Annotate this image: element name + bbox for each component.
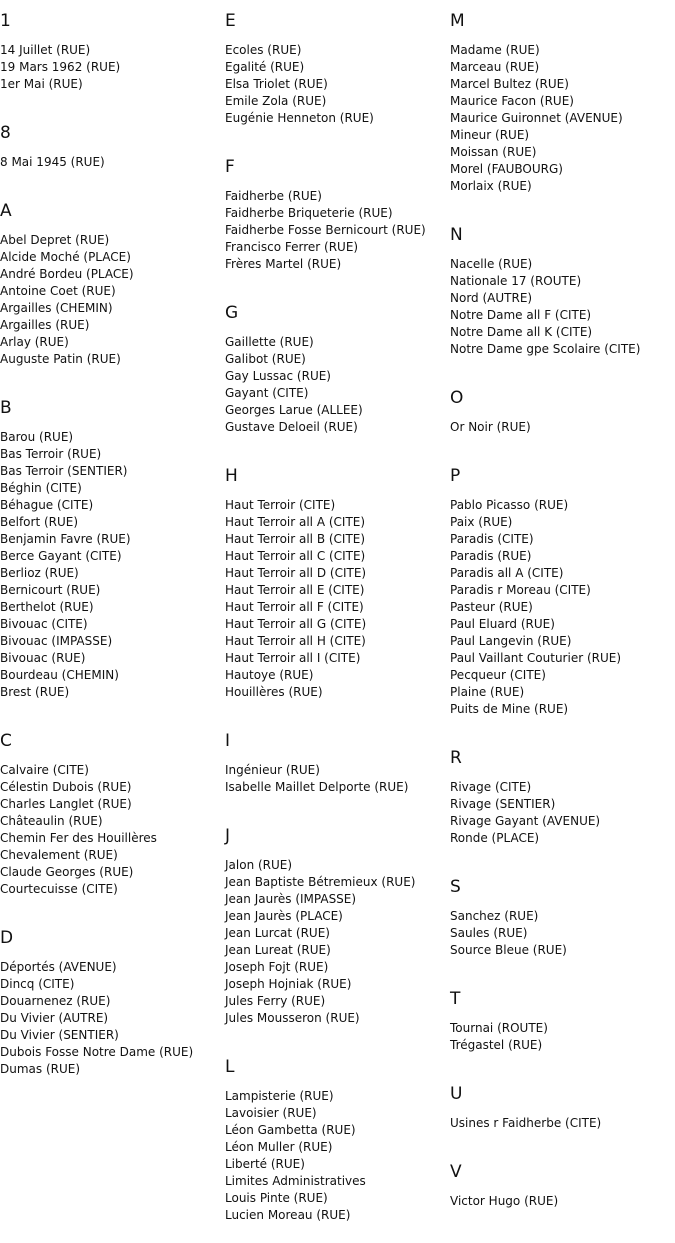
section-letter-heading: R xyxy=(450,748,462,768)
section-letter-heading: N xyxy=(450,225,463,245)
street-link[interactable]: Léon Muller (RUE) xyxy=(225,1140,333,1154)
street-link[interactable]: Gayant (CITE) xyxy=(225,386,309,400)
street-list xyxy=(225,188,450,292)
street-link[interactable]: Paix (RUE) xyxy=(450,515,513,529)
street-link[interactable]: Lavoisier (RUE) xyxy=(225,1106,317,1120)
section-letter-heading: E xyxy=(225,11,236,31)
street-link[interactable]: Léon Gambetta (RUE) xyxy=(225,1123,356,1137)
street-link[interactable]: Alcide Moché (PLACE) xyxy=(0,250,131,264)
street-list xyxy=(225,1088,450,1243)
street-link[interactable]: Haut Terroir all B (CITE) xyxy=(225,532,366,546)
street-list xyxy=(225,42,450,146)
street-link[interactable]: Nord (AUTRE) xyxy=(450,291,533,305)
street-link[interactable]: Jules Ferry (RUE) xyxy=(225,994,326,1008)
street-link[interactable]: Elsa Triolet (RUE) xyxy=(225,77,328,91)
street-link[interactable]: Lucien Moreau (RUE) xyxy=(225,1208,351,1222)
letter-section xyxy=(0,190,225,387)
section-letter-heading: 1 xyxy=(0,11,11,31)
street-link[interactable]: Paul Vaillant Couturier (RUE) xyxy=(450,651,622,665)
street-link[interactable]: Paradis r Moreau (CITE) xyxy=(450,583,591,597)
street-list xyxy=(450,779,675,866)
street-link[interactable]: Hautoye (RUE) xyxy=(225,668,314,682)
street-link[interactable]: Egalité (RUE) xyxy=(225,60,305,74)
street-link[interactable]: Usines r Faidherbe (CITE) xyxy=(450,1116,602,1130)
street-link[interactable]: Pasteur (RUE) xyxy=(450,600,533,614)
street-link[interactable]: Bourdeau (CHEMIN) xyxy=(0,668,119,682)
street-link[interactable]: Béghin (CITE) xyxy=(0,481,82,495)
street-link[interactable]: Marcel Bultez (RUE) xyxy=(450,77,569,91)
section-letter-heading: G xyxy=(225,303,239,323)
section-letter-heading: C xyxy=(0,731,12,751)
street-link[interactable]: Ronde (PLACE) xyxy=(450,831,540,845)
street-link[interactable]: Bivouac (RUE) xyxy=(0,651,86,665)
street-link[interactable]: Paradis (RUE) xyxy=(450,549,532,563)
street-link[interactable]: Haut Terroir all D (CITE) xyxy=(225,566,367,580)
street-link[interactable]: Berthelot (RUE) xyxy=(0,600,94,614)
street-link[interactable]: Jean Jaurès (IMPASSE) xyxy=(225,892,357,906)
street-link[interactable]: Louis Pinte (RUE) xyxy=(225,1191,328,1205)
street-list xyxy=(450,1020,675,1073)
street-index-column-3 xyxy=(450,0,675,1229)
street-list xyxy=(450,1193,675,1229)
street-link[interactable]: Faidherbe (RUE) xyxy=(225,189,322,203)
street-link[interactable]: Benjamin Favre (RUE) xyxy=(0,532,131,546)
street-link[interactable]: Chevalement (RUE) xyxy=(0,848,118,862)
section-letter-heading: T xyxy=(450,989,461,1009)
street-link[interactable]: Paul Langevin (RUE) xyxy=(450,634,572,648)
street-link[interactable]: Argailles (CHEMIN) xyxy=(0,301,113,315)
letter-section xyxy=(450,214,675,377)
street-link[interactable]: Liberté (RUE) xyxy=(225,1157,305,1171)
street-link[interactable]: Jean Jaurès (PLACE) xyxy=(225,909,343,923)
section-letter-heading: L xyxy=(225,1057,235,1077)
street-link[interactable]: Béhague (CITE) xyxy=(0,498,94,512)
street-list xyxy=(0,762,225,917)
street-link[interactable]: Bas Terroir (SENTIER) xyxy=(0,464,128,478)
street-link[interactable]: Gay Lussac (RUE) xyxy=(225,369,331,383)
letter-section xyxy=(0,917,225,1097)
street-list xyxy=(225,497,450,720)
letter-section xyxy=(450,1151,675,1229)
street-index-column-2 xyxy=(225,0,450,1243)
street-link[interactable]: Morel (FAUBOURG) xyxy=(450,162,563,176)
section-letter-heading: P xyxy=(450,466,461,486)
street-link[interactable]: Argailles (RUE) xyxy=(0,318,90,332)
street-list xyxy=(450,908,675,978)
street-link[interactable]: Berlioz (RUE) xyxy=(0,566,79,580)
street-link[interactable]: Joseph Hojniak (RUE) xyxy=(225,977,352,991)
section-letter-heading: U xyxy=(450,1084,463,1104)
street-link[interactable]: Courtecuisse (CITE) xyxy=(0,882,118,896)
street-index-column-1 xyxy=(0,0,225,1097)
street-list xyxy=(450,42,675,214)
street-link[interactable]: Morlaix (RUE) xyxy=(450,179,532,193)
street-link[interactable]: Notre Dame all K (CITE) xyxy=(450,325,593,339)
street-link[interactable]: Paul Eluard (RUE) xyxy=(450,617,555,631)
street-link[interactable]: Célestin Dubois (RUE) xyxy=(0,780,132,794)
section-letter-heading: M xyxy=(450,11,465,31)
section-letter-heading: F xyxy=(225,157,235,177)
street-link[interactable]: Haut Terroir all E (CITE) xyxy=(225,583,365,597)
letter-section xyxy=(0,0,225,112)
letter-section xyxy=(450,978,675,1073)
street-link[interactable]: Puits de Mine (RUE) xyxy=(450,702,569,716)
street-link[interactable]: Notre Dame gpe Scolaire (CITE) xyxy=(450,342,641,356)
section-letter-heading: V xyxy=(450,1162,462,1182)
section-letter-heading: B xyxy=(0,398,12,418)
street-link[interactable]: Du Vivier (AUTRE) xyxy=(0,1011,109,1025)
street-link[interactable]: Haut Terroir all G (CITE) xyxy=(225,617,367,631)
street-link[interactable]: Bas Terroir (RUE) xyxy=(0,447,102,461)
street-link[interactable]: Faidherbe Briqueterie (RUE) xyxy=(225,206,393,220)
street-link[interactable]: Paradis (CITE) xyxy=(450,532,534,546)
street-list xyxy=(0,959,225,1097)
street-link[interactable]: Ingénieur (RUE) xyxy=(225,763,320,777)
street-link[interactable]: Francisco Ferrer (RUE) xyxy=(225,240,359,254)
street-link[interactable]: 1er Mai (RUE) xyxy=(0,77,83,91)
street-link[interactable]: Du Vivier (SENTIER) xyxy=(0,1028,119,1042)
street-link[interactable]: Calvaire (CITE) xyxy=(0,763,89,777)
street-link[interactable]: Mineur (RUE) xyxy=(450,128,530,142)
section-letter-heading: H xyxy=(225,466,238,486)
street-link[interactable]: Douarnenez (RUE) xyxy=(0,994,111,1008)
letter-section xyxy=(225,146,450,292)
letter-section xyxy=(0,387,225,720)
letter-section xyxy=(225,0,450,146)
street-link[interactable]: Barou (RUE) xyxy=(0,430,74,444)
street-link[interactable]: Moissan (RUE) xyxy=(450,145,537,159)
street-list xyxy=(0,42,225,112)
street-list xyxy=(450,1115,675,1151)
letter-section xyxy=(225,1046,450,1243)
street-list xyxy=(225,334,450,455)
street-list xyxy=(225,762,450,815)
street-link[interactable]: 8 Mai 1945 (RUE) xyxy=(0,155,105,169)
street-link[interactable]: Haut Terroir all C (CITE) xyxy=(225,549,366,563)
section-letter-heading: I xyxy=(225,731,231,751)
street-link[interactable]: Georges Larue (ALLEE) xyxy=(225,403,363,417)
street-list xyxy=(0,232,225,387)
street-link[interactable]: Jean Baptiste Bétremieux (RUE) xyxy=(225,875,416,889)
street-link[interactable]: Abel Depret (RUE) xyxy=(0,233,110,247)
street-list xyxy=(450,256,675,377)
letter-section xyxy=(225,720,450,815)
letter-section xyxy=(0,720,225,917)
street-link[interactable]: Eugénie Henneton (RUE) xyxy=(225,111,374,125)
street-link[interactable]: Haut Terroir all F (CITE) xyxy=(225,600,364,614)
letter-section xyxy=(450,1073,675,1151)
letter-section xyxy=(450,377,675,455)
street-link[interactable]: Pablo Picasso (RUE) xyxy=(450,498,569,512)
street-link[interactable]: Gaillette (RUE) xyxy=(225,335,314,349)
street-link[interactable]: Bivouac (CITE) xyxy=(0,617,88,631)
street-link[interactable]: Trégastel (RUE) xyxy=(450,1038,543,1052)
street-link[interactable]: Source Bleue (RUE) xyxy=(450,943,567,957)
street-link[interactable]: Plaine (RUE) xyxy=(450,685,525,699)
section-letter-heading: 8 xyxy=(0,123,11,143)
street-link[interactable]: Arlay (RUE) xyxy=(0,335,69,349)
street-link[interactable]: Dincq (CITE) xyxy=(0,977,75,991)
street-link[interactable]: Rivage Gayant (AVENUE) xyxy=(450,814,601,828)
street-link[interactable]: Haut Terroir all I (CITE) xyxy=(225,651,361,665)
street-link[interactable]: Notre Dame all F (CITE) xyxy=(450,308,592,322)
street-link[interactable]: Galibot (RUE) xyxy=(225,352,306,366)
street-link[interactable]: Frères Martel (RUE) xyxy=(225,257,342,271)
section-letter-heading: J xyxy=(225,826,231,846)
street-link[interactable]: 19 Mars 1962 (RUE) xyxy=(0,60,121,74)
street-link[interactable]: Maurice Facon (RUE) xyxy=(450,94,574,108)
letter-section xyxy=(450,737,675,866)
street-link[interactable]: Charles Langlet (RUE) xyxy=(0,797,132,811)
street-link[interactable]: Pecqueur (CITE) xyxy=(450,668,546,682)
letter-section xyxy=(225,455,450,720)
street-list xyxy=(225,857,450,1046)
street-link[interactable]: Nationale 17 (ROUTE) xyxy=(450,274,582,288)
street-link[interactable]: Jean Lurcat (RUE) xyxy=(225,926,330,940)
street-link[interactable]: Victor Hugo (RUE) xyxy=(450,1194,559,1208)
section-letter-heading: A xyxy=(0,201,12,221)
street-link[interactable]: Nacelle (RUE) xyxy=(450,257,533,271)
street-link[interactable]: Déportés (AVENUE) xyxy=(0,960,117,974)
street-link[interactable]: Isabelle Maillet Delporte (RUE) xyxy=(225,780,409,794)
street-link[interactable]: Jean Lureat (RUE) xyxy=(225,943,331,957)
letter-section xyxy=(0,112,225,190)
street-link[interactable]: Haut Terroir all A (CITE) xyxy=(225,515,366,529)
street-link[interactable]: Limites Administratives xyxy=(225,1174,366,1188)
street-link[interactable]: Joseph Fojt (RUE) xyxy=(225,960,329,974)
street-link[interactable]: Houillères (RUE) xyxy=(225,685,323,699)
section-letter-heading: O xyxy=(450,388,464,408)
street-link[interactable]: Tournai (ROUTE) xyxy=(450,1021,548,1035)
street-list xyxy=(450,419,675,455)
street-link[interactable]: Rivage (CITE) xyxy=(450,780,532,794)
street-link[interactable]: Paradis all A (CITE) xyxy=(450,566,564,580)
street-link[interactable]: Belfort (RUE) xyxy=(0,515,79,529)
street-link[interactable]: André Bordeu (PLACE) xyxy=(0,267,134,281)
letter-section xyxy=(225,292,450,455)
street-link[interactable]: Saules (RUE) xyxy=(450,926,528,940)
street-link[interactable]: Gustave Deloeil (RUE) xyxy=(225,420,358,434)
street-link[interactable]: Lampisterie (RUE) xyxy=(225,1089,334,1103)
street-link[interactable]: Madame (RUE) xyxy=(450,43,540,57)
street-link[interactable]: Dubois Fosse Notre Dame (RUE) xyxy=(0,1045,194,1059)
section-letter-heading: D xyxy=(0,928,14,948)
street-list xyxy=(0,429,225,720)
street-link[interactable]: Maurice Guironnet (AVENUE) xyxy=(450,111,623,125)
street-link[interactable]: Claude Georges (RUE) xyxy=(0,865,134,879)
street-link[interactable]: Berce Gayant (CITE) xyxy=(0,549,122,563)
street-link[interactable]: Antoine Coet (RUE) xyxy=(0,284,116,298)
street-link[interactable]: Rivage (SENTIER) xyxy=(450,797,556,811)
letter-section xyxy=(225,815,450,1046)
street-link[interactable]: Marceau (RUE) xyxy=(450,60,540,74)
street-link[interactable]: Auguste Patin (RUE) xyxy=(0,352,121,366)
street-link[interactable]: Sanchez (RUE) xyxy=(450,909,539,923)
street-link[interactable]: Emile Zola (RUE) xyxy=(225,94,327,108)
street-link[interactable]: Bernicourt (RUE) xyxy=(0,583,101,597)
letter-section xyxy=(450,0,675,214)
letter-section xyxy=(450,866,675,978)
street-link[interactable]: Faidherbe Fosse Bernicourt (RUE) xyxy=(225,223,426,237)
street-link[interactable]: Brest (RUE) xyxy=(0,685,70,699)
street-link[interactable]: Dumas (RUE) xyxy=(0,1062,81,1076)
street-list xyxy=(450,497,675,737)
street-list xyxy=(0,154,225,190)
street-link[interactable]: Jalon (RUE) xyxy=(225,858,293,872)
street-link[interactable]: Haut Terroir all H (CITE) xyxy=(225,634,366,648)
street-link[interactable]: Ecoles (RUE) xyxy=(225,43,302,57)
section-letter-heading: S xyxy=(450,877,461,897)
street-link[interactable]: 14 Juillet (RUE) xyxy=(0,43,91,57)
street-link[interactable]: Haut Terroir (CITE) xyxy=(225,498,336,512)
street-link[interactable]: Or Noir (RUE) xyxy=(450,420,531,434)
street-link[interactable]: Chemin Fer des Houillères xyxy=(0,831,157,845)
street-link[interactable]: Bivouac (IMPASSE) xyxy=(0,634,113,648)
letter-section xyxy=(450,455,675,737)
street-link[interactable]: Jules Mousseron (RUE) xyxy=(225,1011,360,1025)
street-link[interactable]: Châteaulin (RUE) xyxy=(0,814,103,828)
